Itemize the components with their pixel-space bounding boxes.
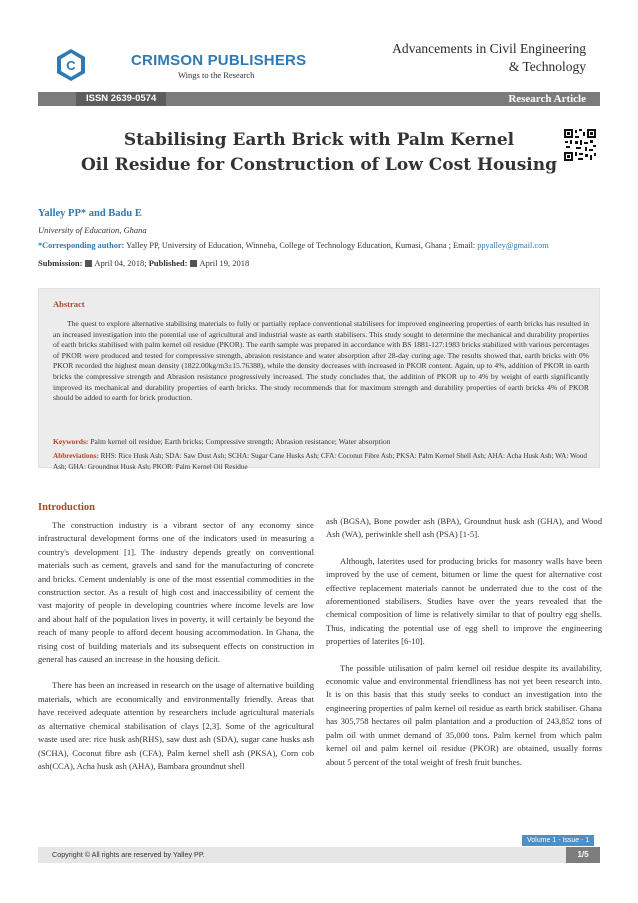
keywords-text: Palm kernel oil residue; Earth bricks; Compressive strength; Abrasion resistance; Water absorption	[88, 437, 391, 446]
submission-label: Submission:	[38, 258, 83, 268]
title-line2: Oil Residue for Construction of Low Cost Housing	[80, 155, 558, 175]
journal-name	[392, 40, 586, 76]
abstract-heading: Abstract	[53, 299, 85, 309]
issn-label: ISSN 2639-0574	[76, 92, 166, 106]
issn-bar	[38, 92, 600, 106]
published-date: April 19, 2018	[199, 258, 250, 268]
affiliation: University of Education, Ghana	[38, 225, 147, 235]
page-number: 1/5	[566, 847, 600, 863]
abbreviations-label: Abbreviations:	[53, 452, 99, 460]
keywords-label: Keywords:	[53, 437, 89, 446]
qr-code-icon[interactable]	[563, 128, 597, 162]
copyright: Copyright © All rights are reserved by Yalley PP.	[52, 850, 205, 859]
article-type: Research Article	[508, 93, 586, 105]
page-header	[38, 40, 600, 90]
submission-date: April 04, 2018;	[94, 258, 147, 268]
abbreviations-text: RHS: Rice Husk Ash; SDA: Saw Dust Ash; SCHA: Sugar Cane Husks Ash; CFA: Coconut Fibre Ash; PKSA: Palm Kernel Shell Ash; AHA: Acha Husk Ash; WA: Wood Ash; GHA: Groundnut Husk Ash; PKOR: Palm Kernel Oil Residue	[53, 452, 587, 471]
corresponding-author	[38, 241, 608, 250]
paragraph: Although, laterites used for producing bricks for masonry walls have been improved by the use of cement, bitumen or lime the quest for alternative cost effective replacement materials cannot be underrated due to the cost of the aforementioned stabilisers. Studies have over the years revealed that the chemical composition of lime is relatively similar to that of poultry egg shells. Thus, indicating the potential use of egg shell to improve the engineering properties of laterites [6-10].	[326, 555, 602, 647]
calendar-icon	[190, 260, 197, 267]
left-column	[38, 519, 314, 786]
dates	[38, 258, 249, 268]
corresponding-label: *Corresponding author:	[38, 241, 125, 250]
paragraph: ash (BGSA), Bone powder ash (BPA), Groundnut husk ash (GHA), and Wood Ash (WA), periwinkle shell ash (PSA) [1-5].	[326, 516, 602, 540]
publisher-name: CRIMSON PUBLISHERS	[131, 52, 307, 69]
paragraph: The possible utilisation of palm kernel oil residue despite its availability, economic value and environmental friendliness has not yet been research into. It is on this basis that this study seeks to conduct an investigation into the engineering properties of palm kernel oil residue as earth brick stabiliser. Ghana has 305,758 hectares oil palm plantation and a production of 243,852 tons of palm oil with unmet demand of 35,000 tons. Palm kernel from which palm kernel oil and palm kernel oil residue (PKOR) are obtained, usually forms about 5 percent of the total weight of fresh fruit bunches.	[326, 662, 602, 767]
abstract-box	[38, 288, 600, 471]
paragraph: There has been an increased in research on the usage of alternative building materials, which are economically and environmentally friendly. Areas that have received adequate attention by researchers include agricultural materials as alternative chemical stabilisation of clays [2,3]. Some of the agricultural waste used are: rice husk ash(RHS), saw dust ash (SDA), sugar cane husks ash (SCHA), Coconut fibre ash (CFA), Palm kernel shell ash (PKSA), Corn cob ash(CCA), Acha husk ash (AHA), Bambara groundnut shell	[38, 680, 314, 771]
keywords	[53, 437, 589, 446]
svg-text:C: C	[66, 58, 76, 73]
calendar-icon	[85, 260, 92, 267]
journal-name-line2: & Technology	[508, 59, 586, 74]
abstract-text: The quest to explore alternative stabilising materials to fully or partially replace conventional stabilisers for improved engineering properties of earth bricks has resulted in an increased investigation into the potential use of agricultural and industrial waste as earth stabilisers. This study sought to determine the mechanical and durability properties of earth bricks stabilised with palm kernel oil residue (PKOR). The earth sample was prepared in accordance with BS 1881-127:1983 bricks stabilized with various percentages of PKOR were produced and tested for compressive strength, abrasion resistance and water absorption after 28-day curing age. The results showed that, earth bricks with 0% PKOR recorded the highest mean density (1822.00kg/m3±15.76388), while the density decreases with increased in PKOR content. Again, up to 4%, addition of PKOR in earth bricks the compressive strength and Abrasion resistance progressively increased. The study concludes that, the addition of PKOR up to 4% by weight of earth significantly improved its mechanical and durability properties of earth bricks. The study recommends that for maximum strength and durability properties of earth bricks 4% of PKOR should be added to earth for brick production.	[53, 319, 589, 403]
authors: Yalley PP* and Badu E	[38, 208, 142, 219]
corresponding-text: Yalley PP, University of Education, Winneba, College of Technology Education, Kumasi, Ghana ; Email:	[124, 241, 478, 250]
right-column	[326, 515, 602, 782]
article-title	[38, 128, 600, 178]
crimson-logo-icon	[56, 48, 86, 82]
published-label: Published:	[148, 258, 188, 268]
introduction-heading: Introduction	[38, 502, 95, 513]
email-link[interactable]: ppyalley@gmail.com	[477, 241, 549, 250]
abbreviations	[53, 451, 589, 472]
title-line1: Stabilising Earth Brick with Palm Kernel	[123, 130, 515, 150]
paragraph: The construction industry is a vibrant sector of any economy since infrastructural development forms one of the indicators used in measuring a country's development [1]. The industry depends greatly on conventional materials such as cement, gravels and sand for the manufacturing of concrete and bricks. Cement undeniably is one of the most essential commodities in the construction sector. As a result of high cost and inaccessibility of cement the vast majority of people in developing countries where income levels are low and about half of the population lives in poverty, it will certainly be beyond the reach of many people to afford decent housing accommodation. In Ghana, the rising cost of building materials and its subsequent effects on construction in general has caused an increase in the housing deficit.	[38, 520, 314, 665]
publisher-tagline: Wings to the Research	[178, 70, 255, 80]
footer-bar	[38, 847, 600, 863]
journal-name-line1: Advancements in Civil Engineering	[392, 41, 586, 56]
volume-badge: Volume 1 - Issue - 1	[522, 835, 594, 846]
